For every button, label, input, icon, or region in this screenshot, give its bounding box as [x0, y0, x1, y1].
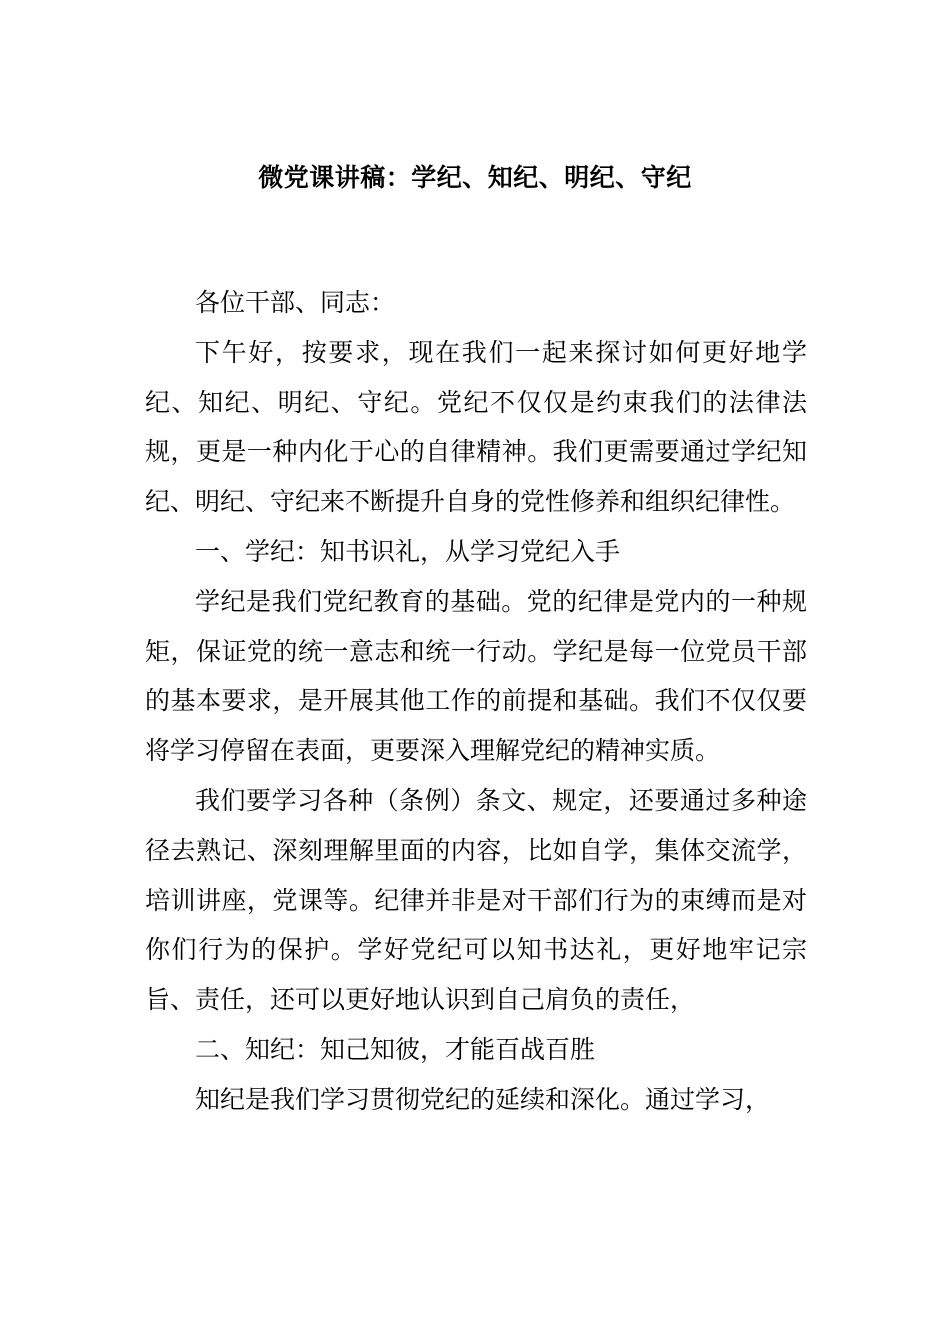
- document-body: [145, 278, 807, 1125]
- paragraph: 知纪是我们学习贯彻党纪的延续和深化。通过学习，: [195, 1084, 771, 1114]
- paragraph: 我们要学习各种（条例）条文、规定，还要通过多种途径去熟记、深刻理解里面的内容，比如自学，集体交流学，培训讲座，党课等。纪律并非是对干部们行为的束缚而是对你们行为的保护。学好党纪可以知书达礼，更好地牢记宗旨、责任，还可以更好地认识到自己肩负的责任，: [145, 785, 807, 1015]
- paragraph: 学纪是我们党纪教育的基础。党的纪律是党内的一种规矩，保证党的统一意志和统一行动。学纪是每一位党员干部的基本要求，是开展其他工作的前提和基础。我们不仅仅要将学习停留在表面，更要深入理解党纪的精神实质。: [145, 586, 807, 766]
- section-heading-1: 一、学纪：知书识礼，从学习党纪入手: [195, 536, 621, 566]
- section-heading-2: 二、知纪：知己知彼，才能百战百胜: [195, 1034, 596, 1064]
- document-title: 微党课讲稿：学纪、知纪、明纪、守纪: [258, 163, 692, 192]
- paragraph-intro: 下午好，按要求，现在我们一起来探讨如何更好地学纪、知纪、明纪、守纪。党纪不仅仅是约束我们的法律法规，更是一种内化于心的自律精神。我们更需要通过学纪知纪、明纪、守纪来不断提升自身的党性修养和组织纪律性。: [145, 337, 807, 517]
- paragraph-greeting: 各位干部、同志：: [195, 288, 396, 317]
